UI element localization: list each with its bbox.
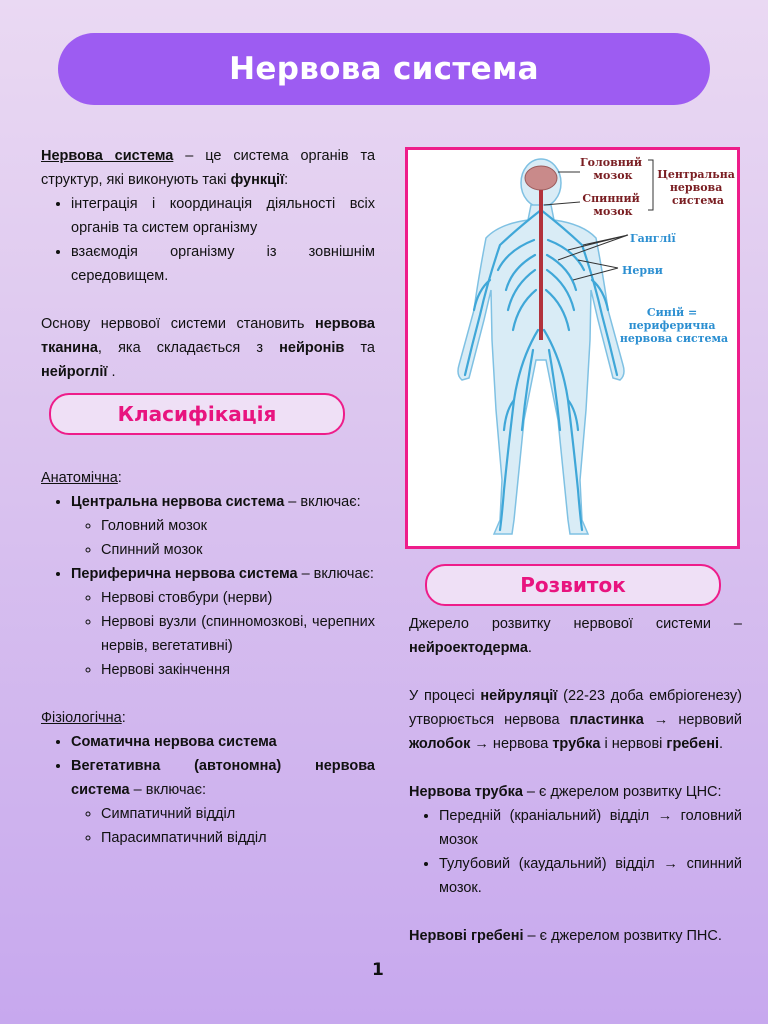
body-illustration [408,150,737,546]
basis-text: та [344,340,375,356]
list-item: ◦ Головний мозок [101,514,375,538]
source-text: Джерело розвитку нервової системи – [409,616,742,632]
basis-neuroglia: нейроглії [41,364,108,380]
functions-list [41,192,375,288]
anatomical-label: Анатомічна [41,470,118,486]
development-heading [425,564,721,606]
physiological-heading: Фізіологічна: [41,710,126,726]
right-column [409,612,742,948]
basis-text: , яка складається з [97,340,280,356]
list-item: ◦ Нервові закінчення [101,658,375,682]
crest-rest: – є джерелом розвитку ПНС. [523,928,722,944]
brain-label: Головний мозок [580,156,643,182]
basis-neurons: нейронів [279,340,345,356]
pns-rest: – включає: [297,566,374,582]
anatomical-list [41,490,375,682]
classification-heading [49,393,345,435]
list-item [71,730,375,754]
neurulation-text: (22-23 доба ембріогенезу) утворюється нервова [409,688,742,728]
nerves-label: Нерви [622,264,663,277]
crest-term: гребені [666,736,719,752]
pns-term: Периферична нервова система [71,566,298,582]
nervous-system-figure [405,147,740,549]
intro-text: – це система органів та структур, які виконують такі [41,148,376,188]
basis-text: Основу нервової системи становить [41,316,315,332]
spinal-cord-shape [539,190,543,340]
neurulation-term: нейруляції [480,688,558,704]
spinal-label: Спинний мозок [582,192,640,218]
groove-term: жолобок [409,736,471,752]
physiological-list [41,730,375,850]
list-item: ◦ Спинний мозок [101,538,375,562]
intro-paragraph [41,144,375,192]
vegetative-term: Вегетативна (автономна) нервова система [71,758,375,798]
neurulation-text: і нервові [600,736,667,752]
neurulation-text: → нервовий [643,712,742,728]
cns-sublist [71,514,375,562]
brain-shape [525,166,557,190]
ganglia-label: Ганглії [630,232,676,245]
neurulation-text: → нервова [470,736,553,752]
neural-crest-term: Нервові гребені [409,928,524,944]
anatomical-heading: Анатомічна: [41,470,122,486]
list-item: ◦ Нервові стовбури (нерви) [101,586,375,610]
physiological-label: Фізіологічна [41,710,122,726]
neural-tube-term: Нервова трубка [409,784,523,800]
blue-legend-label: Синій = периферична нервова система [619,306,729,345]
neurulation-paragraph [409,684,742,756]
vegetative-rest: – включає: [129,782,207,798]
title-banner [58,33,710,105]
list-item [71,754,375,850]
tube-paragraph [409,780,742,804]
pns-sublist [71,586,375,682]
functions-word: функції [230,172,285,188]
cns-rest: – включає: [284,494,361,510]
vegetative-sublist [71,802,375,850]
tube-rest: – є джерелом розвитку ЦНС: [522,784,722,800]
cns-term: Центральна нервова система [71,494,285,510]
development-heading-text: Розвиток [520,573,626,597]
list-item: • взаємодія організму із зовнішнім середовищем. [71,240,375,288]
list-item: • Передній (краніальний) відділ → головний мозок [439,804,742,852]
somatic-term: Соматична нервова система [71,734,277,750]
central-label: Центральна нервова система [657,168,735,207]
list-item: ◦ Симпатичний відділ [101,802,375,826]
basis-paragraph [41,312,375,384]
basis-tissue: нервова тканина [41,316,375,356]
list-item: ◦ Нервові вузли (спинномозкові, черепних нервів, вегетативні) [101,610,375,658]
list-item: ◦ Парасимпатичний відділ [101,826,375,850]
list-item: • інтеграція і координація діяльності всіх органів та систем організму [71,192,375,240]
page-number: 1 [372,960,384,980]
tube-list [409,804,742,900]
neurulation-text: У процесі [409,688,481,704]
page-title: Нервова система [229,51,539,87]
basis-text: . [107,364,116,380]
intro-colon: : [284,172,289,188]
intro-term: Нервова система [41,148,174,164]
list-item: • Тулубовий (каудальний) відділ → спинний мозок. [439,852,742,900]
classification-heading-text: Класифікація [117,402,277,426]
neurulation-end: . [718,736,724,752]
plate-term: пластинка [569,712,644,728]
tube-term: трубка [552,736,601,752]
list-item [71,562,375,682]
source-paragraph [409,612,742,660]
crest-paragraph [409,924,742,948]
neuroectoderm-term: нейроектодерма [409,640,528,656]
left-column [41,144,375,850]
source-end: . [527,640,532,656]
list-item [71,490,375,562]
